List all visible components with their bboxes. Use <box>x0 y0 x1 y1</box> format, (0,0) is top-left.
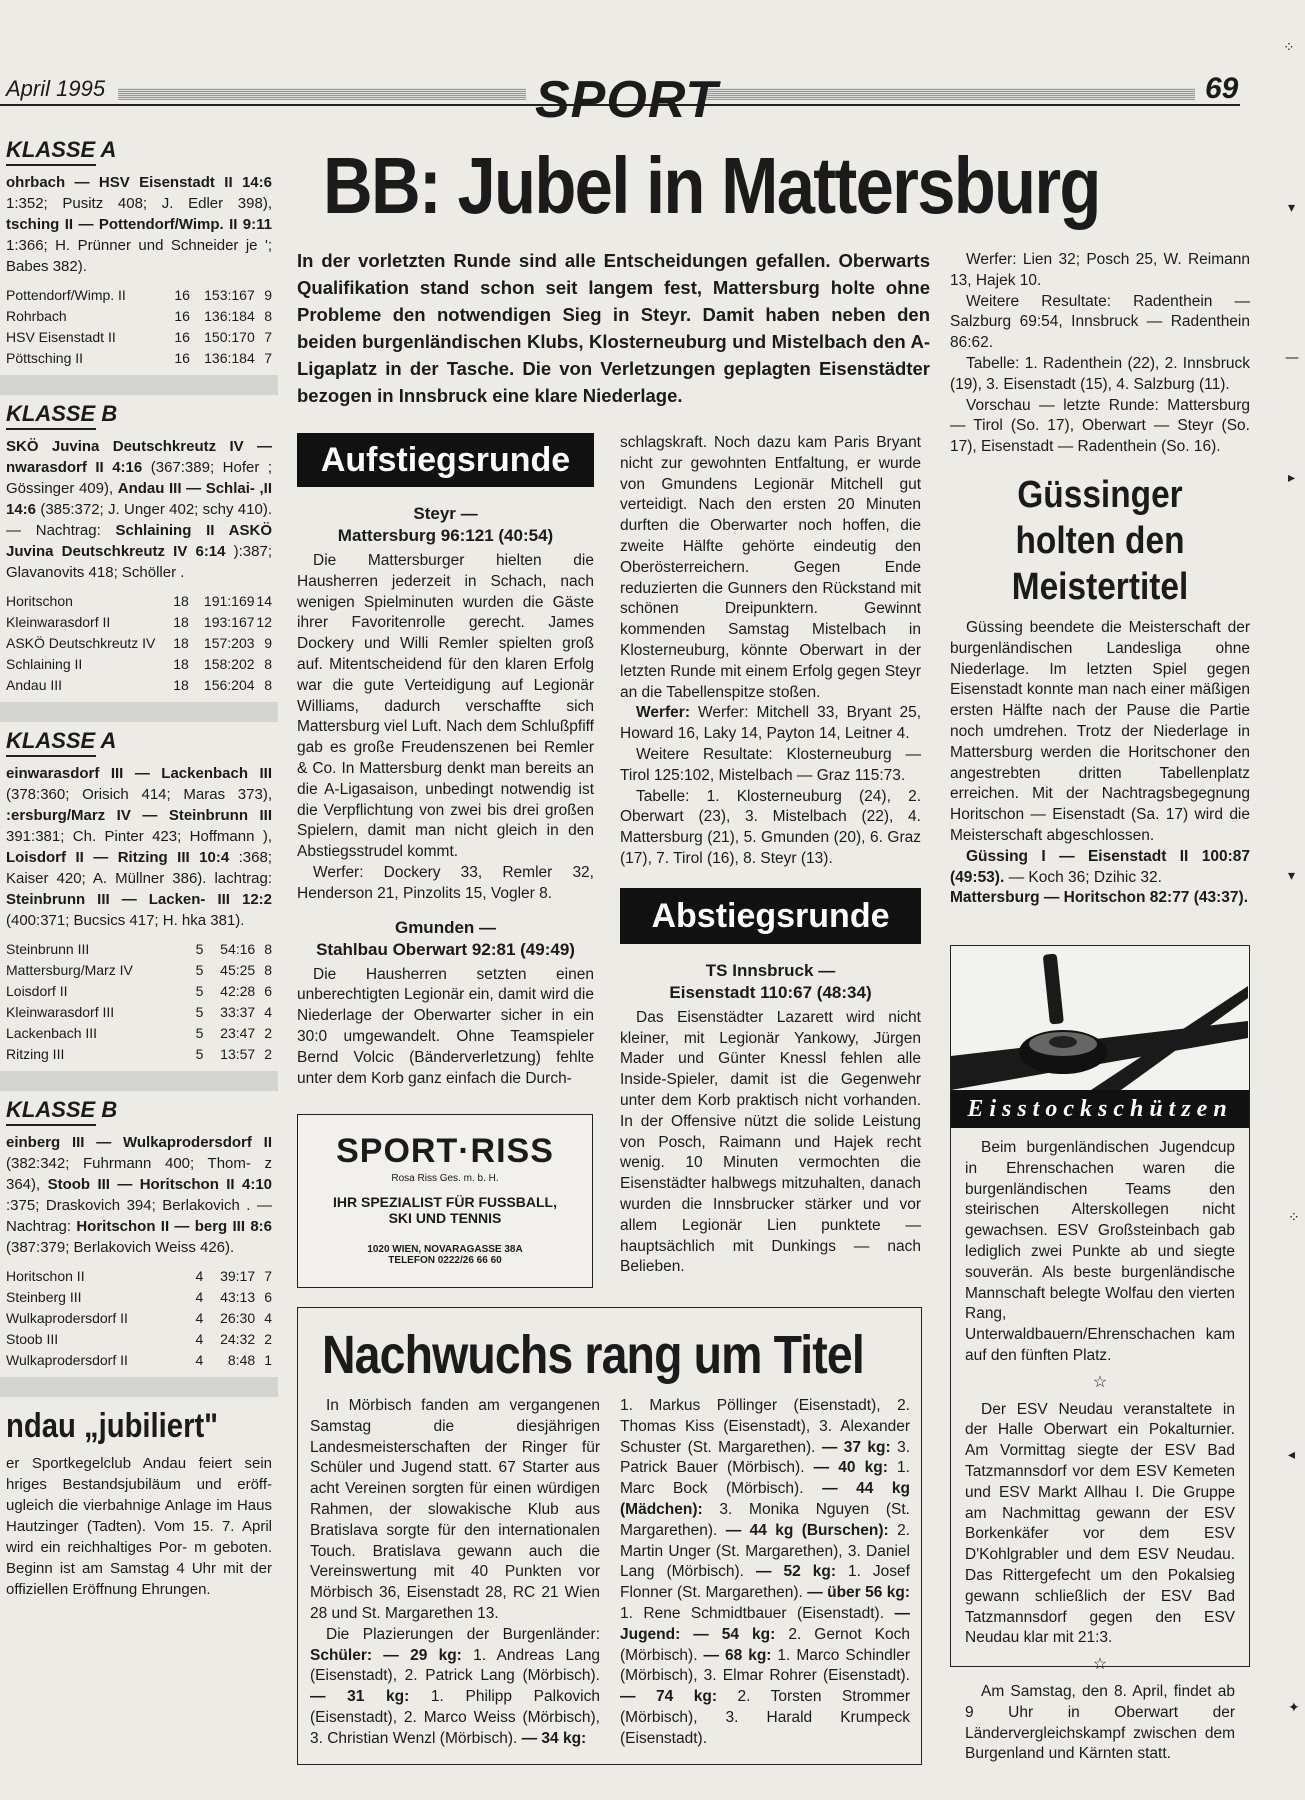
standings-cell: 18 <box>173 593 189 609</box>
section-klasse-a-2: KLASSE A <box>6 728 117 753</box>
standings-row <box>6 1287 272 1308</box>
standings-row <box>6 306 272 327</box>
left-column <box>6 135 272 1600</box>
scan-mark: ▸ <box>1288 470 1296 486</box>
star-icon: ☆ <box>1092 1656 1108 1674</box>
game-title: Eisenstadt 110:67 (48:34) <box>669 982 872 1002</box>
standings-row <box>6 1023 272 1044</box>
game-report: Die Hausherren setzten einen unberechtigten Legionär ein, damit wird die Niederlage der Oberwarter sicher in ein 30:0 umgewandelt. Ohne Teamspieler Bernd Volcic (Bänderverletzung) fehlte unter dem Korb ganz einfach die Durch- <box>297 965 594 1087</box>
standings-row <box>6 1266 272 1287</box>
main-headline: BB: Jubel in Mattersburg <box>323 141 1100 230</box>
standings-cell: Loisdorf II <box>6 983 68 999</box>
standings-cell: 16 <box>174 329 190 345</box>
standings-row <box>6 591 272 612</box>
standings-row <box>6 960 272 981</box>
results-text: einwarasdorf III — Lackenbach III (378:360; Orisich 414; Maras 373), :ersburg/Marz IV — Steinbrunn III 391:381; Ch. Pinter 423; Hoffmann ), Loisdorf II — Ritzing III 10:4 :368; Kaiser 420; A. Müllner 386). lachtrag: Steinbrunn III — Lacken- III 12:2 (400:371; Bucsics 417; H. hka 381). <box>6 765 272 929</box>
standings-cell: 39:17 <box>220 1268 256 1284</box>
standings-cell: Andau III <box>6 677 63 693</box>
standings-cell: Steinbrunn III <box>6 941 90 957</box>
scan-mark: ✦ <box>1288 1700 1300 1716</box>
standings-cell: 13:57 <box>220 1046 256 1062</box>
standings-cell: 16 <box>174 350 190 366</box>
eisstock-banner: Eisstockschützen <box>951 1090 1249 1128</box>
nachwuchs-headline: Nachwuchs rang um Titel <box>322 1325 864 1385</box>
game-title: Gmunden — <box>394 917 497 937</box>
tabelle-line: Tabelle: 1. Radenthein (22), 2. Innsbruck (19), 3. Eisenstadt (15), 4. Salzburg (11). <box>950 354 1250 393</box>
game-title: TS Innsbruck — <box>705 960 836 980</box>
standings-cell: 157:203 <box>203 635 255 651</box>
standings-table <box>6 591 272 696</box>
standings-cell: 4 <box>195 1289 204 1305</box>
eisstock-text: Am Samstag, den 8. April, findet ab 9 Uhr in Oberwart der Ländervergleichskampf zwischen dem Burgenland und Kärnten statt. <box>965 1682 1235 1763</box>
standings-cell: Wulkaprodersdorf II <box>6 1352 128 1368</box>
article-column-1 <box>297 433 594 1089</box>
standings-row <box>6 1044 272 1065</box>
standings-cell: 33:37 <box>220 1004 256 1020</box>
standings-cell: 4 <box>195 1310 204 1326</box>
guessing-text: Güssing beendete die Meisterschaft der burgenländischen Landesliga ohne Niederlage. Im letzten Spiel gegen Eisenstadt konnte man nach einer mäßigen ersten Hälfte nach der Pause die Partie noch umdrehen. Trotz der Niederlage in Mattersburg werden die Horitschoner den angestrebten dritten Tabellenplatz erreichen. Mit der Nachtragsbegegnung Horitschon — Eisenstadt (Sa. 17) wird die Meisterschaft abgeschlossen. <box>950 618 1250 844</box>
standings-cell: 136:184 <box>204 308 255 324</box>
lead-paragraph: In der vorletzten Runde sind alle Entscheidungen gefallen. Oberwarts Qualifikation stand schon seit langem fest, Mattersburg holte ohne Probleme den notwendigen Sieg in Steyr. Damit haben neben den beiden burgenländischen Klubs, Klosterneuburg und Mistelbach den A-Ligaplatz in der Tasche. Die von Verletzungen geplagten Eisenstädter bezogen in Innsbruck eine klare Niederlage. <box>297 250 930 406</box>
results-text: einberg III — Wulkaprodersdorf II (382:342; Fuhrmann 400; Thom- z 364), Stoob III — Horitschon II 4:10 :375; Draskovich 394; Berlakovich . — Nachtrag: Horitschon II — berg III 8:6 (387:379; Berlakovich Weiss 426). <box>6 1134 272 1256</box>
aufstiegsrunde-banner: Aufstiegsrunde <box>297 433 594 487</box>
standings-cell: Kleinwarasdorf II <box>6 614 111 630</box>
standings-cell: 8 <box>264 941 272 957</box>
standings-cell: 4 <box>195 1268 204 1284</box>
standings-row <box>6 327 272 348</box>
standings-cell: Kleinwarasdorf III <box>6 1004 115 1020</box>
standings-row <box>6 285 272 306</box>
standings-cell: Stoob III <box>6 1331 59 1347</box>
abstiegsrunde-banner: Abstiegsrunde <box>620 888 921 944</box>
standings-cell: 2 <box>264 1046 272 1062</box>
standings-cell: 7 <box>264 1268 272 1284</box>
werfer-line: Werfer: Werfer: Mitchell 33, Bryant 25, Howard 16, Laky 14, Payton 14, Leitner 4. <box>620 704 921 743</box>
scan-mark: ⁘ <box>1288 1210 1300 1226</box>
scan-mark: ◂ <box>1288 1447 1296 1463</box>
sport-riss-ad <box>297 1114 593 1288</box>
standings-cell: 7 <box>264 350 272 366</box>
werfer-line: Werfer: Dockery 33, Remler 32, Henderson 21, Pinzolits 15, Vogler 8. <box>297 863 594 902</box>
header-rule-right <box>705 88 1195 100</box>
ad-slogan: SKI UND TENNIS <box>388 1210 502 1226</box>
standings-cell: 2 <box>264 1025 272 1041</box>
ad-slogan: IHR SPEZIALIST FÜR FUSSBALL, <box>333 1194 557 1210</box>
nachwuchs-text: Die Plazierungen der Burgenländer: Schüler: — 29 kg: 1. Andreas Lang (Eisenstadt), 2. Patrick Lang (Mörbisch). — 31 kg: 1. Philipp Palkovich (Eisenstadt), 2. Marco Weiss (Mörbisch), 3. Christian Wenzl (Mörbisch). — 34 kg: <box>310 1625 600 1747</box>
ad-company: Rosa Riss Ges. m. b. H. <box>391 1173 499 1184</box>
standings-cell: 150:170 <box>204 329 255 345</box>
standings-cell: 5 <box>195 983 204 999</box>
section-title: SPORT <box>535 71 719 129</box>
scan-mark: ▾ <box>1288 200 1296 216</box>
standings-cell: 24:32 <box>220 1331 256 1347</box>
standings-cell: 5 <box>195 1025 204 1041</box>
standings-cell: 2 <box>264 1331 272 1347</box>
header-rule-left <box>118 88 526 100</box>
standings-cell: 5 <box>195 1004 204 1020</box>
issue-date: April 1995 <box>6 76 106 101</box>
divider <box>6 164 96 166</box>
results-text: ohrbach — HSV Eisenstadt II 14:6 1:352; Pusitz 408; J. Edler 398), tsching II — Pottendorf/Wimp. II 9:11 1:366; H. Prünner und Schneider je '; Babes 382). <box>6 174 272 275</box>
section-separator <box>0 702 278 722</box>
standings-cell: 7 <box>264 329 272 345</box>
werfer-line: Werfer: Lien 32; Posch 25, W. Reimann 13, Hajek 10. <box>950 251 1250 289</box>
weitere-resultate: Weitere Resultate: Radenthein — Salzburg 69:54, Innsbruck — Radenthein 86:62. <box>950 292 1250 352</box>
nachwuchs-box <box>297 1307 922 1765</box>
guessing-headline: Güssinger holten den Meistertitel <box>1011 473 1189 608</box>
game-title: Mattersburg 96:121 (40:54) <box>337 526 554 545</box>
section-separator <box>0 375 278 395</box>
standings-cell: 12 <box>256 614 272 630</box>
game-title: Stahlbau Oberwart 92:81 (49:49) <box>316 939 575 959</box>
game-report: Die Mattersburger hielten die Hausherren jederzeit in Schach, nach wenigen Spielminuten wurden die Gäste ihrer Favoritenrolle gerecht. James Dockery und Willi Remler spielten groß auf. Mitentscheidend für den klaren Erfolg war die gute Verteidigung auf Legionär Williams, dadurch verschaffte sich Mattersburg viel Luft. Nach dem Schlußpfiff gab es große Freudenszenen bei Remler & Co. In Mattersburg denkt man bereits an die A-Ligasaison, unbedingt notwendig ist die Verpflichtung von zwei bis drei großen Spielern, damit man nicht gleich in den Abstiegsstrudel kommt. <box>297 552 594 861</box>
standings-cell: HSV Eisenstadt II <box>6 329 116 345</box>
standings-table <box>6 285 272 369</box>
standings-cell: 42:28 <box>220 983 256 999</box>
standings-cell: 18 <box>173 677 189 693</box>
standings-row <box>6 1329 272 1350</box>
standings-cell: 1 <box>264 1352 272 1368</box>
standings-cell: 54:16 <box>220 941 256 957</box>
article-column-2 <box>620 433 921 1278</box>
standings-cell: 5 <box>195 962 204 978</box>
ad-brand: SPORT·RISS <box>336 1132 554 1170</box>
standings-cell: Pottendorf/Wimp. II <box>6 287 126 303</box>
standings-cell: Horitschon II <box>6 1268 85 1284</box>
standings-cell: 4 <box>195 1352 204 1368</box>
standings-table <box>6 939 272 1065</box>
standings-cell: 9 <box>264 287 272 303</box>
standings-row <box>6 675 272 696</box>
standings-cell: 8 <box>264 308 272 324</box>
divider <box>6 755 96 757</box>
standings-row <box>6 612 272 633</box>
standings-cell: 18 <box>173 635 189 651</box>
section-klasse-b-1: KLASSE B <box>6 401 118 426</box>
standings-cell: 6 <box>264 1289 272 1305</box>
standings-cell: 26:30 <box>220 1310 256 1326</box>
standings-table <box>6 1266 272 1371</box>
standings-row <box>6 348 272 369</box>
standings-cell: 8 <box>264 656 272 672</box>
standings-cell: 16 <box>174 308 190 324</box>
standings-row <box>6 1308 272 1329</box>
weitere-resultate: Weitere Resultate: Klosterneuburg — Tirol 125:102, Mistelbach — Graz 115:73. <box>620 745 921 784</box>
standings-cell: Lackenbach III <box>6 1025 98 1041</box>
section-klasse-b-2: KLASSE B <box>6 1097 118 1122</box>
scan-mark: ⁘ <box>1283 40 1295 56</box>
standings-cell: 153:167 <box>204 287 255 303</box>
standings-cell: Rohrbach <box>6 308 67 324</box>
standings-row <box>6 981 272 1002</box>
standings-cell: Steinberg III <box>6 1289 82 1305</box>
standings-cell: 45:25 <box>220 962 256 978</box>
standings-cell: 23:47 <box>220 1025 256 1041</box>
standings-cell: 191:169 <box>203 593 255 609</box>
standings-cell: 16 <box>174 287 190 303</box>
game-report: Das Eisenstädter Lazarett wird nicht kleiner, mit Legionär Yankowy, Jürgen Mader und Günter Knessl fehlen alle Inside-Spieler, damit ist die Gegenwehr unter dem Korb praktisch nicht vorhanden. In der Offensive nützt die solide Leistung von Posch, Raimann und Hajek recht wenig. 10 Minuten vermochten die Eisenstädter halbwegs mitzuhalten, danach wurden die Innsbrucker stärker und vor allem Legionär Lien punktete — hauptsächlich mit Dunkings — nach Belieben. <box>620 1008 921 1276</box>
ad-address: 1020 WIEN, NOVARAGASSE 38A <box>367 1244 523 1255</box>
standings-cell: 156:204 <box>203 677 255 693</box>
section-separator <box>0 1377 278 1397</box>
article-column-3 <box>950 250 1250 909</box>
curling-stock-icon <box>951 946 1248 1090</box>
standings-cell: 4 <box>264 1310 272 1326</box>
standings-cell: Ritzing III <box>6 1046 65 1062</box>
standings-cell: 9 <box>264 635 272 651</box>
scan-mark: ▾ <box>1288 868 1296 884</box>
standings-cell: 193:167 <box>203 614 255 630</box>
standings-cell: 136:184 <box>204 350 255 366</box>
nachwuchs-col-1 <box>310 1396 600 1750</box>
standings-cell: ASKÖ Deutschkreutz IV <box>6 635 156 651</box>
standings-cell: 18 <box>173 614 189 630</box>
divider <box>6 1124 96 1126</box>
standings-cell: 18 <box>173 656 189 672</box>
standings-cell: 158:202 <box>203 656 255 672</box>
section-separator <box>0 1071 278 1091</box>
game-title: Steyr — <box>413 504 478 523</box>
guessing-result: Mattersburg — Horitschon 82:77 (43:37). <box>950 889 1249 907</box>
scan-mark: — <box>1285 350 1299 366</box>
standings-row <box>6 654 272 675</box>
standings-cell: 14 <box>256 593 272 609</box>
nachwuchs-col-2 <box>620 1396 910 1750</box>
standings-cell: 8 <box>264 677 272 693</box>
eisstock-text: Der ESV Neudau veranstaltete in der Halle Oberwart ein Pokalturnier. Am Vormittag siegte der ESV Bad Tatzmannsdorf vor dem ESV Kemeten und ESV Markt Allhau I. Die Gruppe am Nachmittag gewann der ESV Borkenkäfer vor dem ESV D'Kohlgrabler und dem ESV Neudau. Das Rittergefecht um den Pokalsieg gewann schließlich der ESV Bad Tatzmannsdorf gegen den ESV Neudau klar mit 21:3. <box>965 1400 1235 1647</box>
andau-headline: ndau „jubiliert" <box>6 1407 219 1445</box>
standings-cell: 5 <box>195 1046 204 1062</box>
page-number: 69 <box>1205 72 1239 105</box>
section-klasse-a-1: KLASSE A <box>6 137 117 162</box>
nachwuchs-text: 1. Markus Pöllinger (Eisenstadt), 2. Thomas Kiss (Eisenstadt), 3. Alexander Schuster (St. Margarethen). — 37 kg: 3. Patrick Bauer (Mörbisch). — 40 kg: 1. Marc Bock (Mörbisch). — 44 kg (Mädchen): 3. Monika Nguyen (St. Margarethen). — 44 kg (Burschen): 2. Martin Unger (St. Margarethen), 3. Daniel Lang (Mörbisch). — 52 kg: 1. Josef Flonner (St. Margarethen). — über 56 kg: 1. Rene Schmidtbauer (Eisenstadt). — Jugend: — 54 kg: 2. Gernot Koch (Mörbisch). — 68 kg: 1. Marco Schindler (Mörbisch), 3. Elmar Rohrer (Eisenstadt). — 74 kg: 2. Torsten Strommer (Mörbisch), 3. Harald Krumpeck (Eisenstadt). <box>620 1397 911 1747</box>
standings-cell: 5 <box>195 941 204 957</box>
divider <box>6 428 96 430</box>
standings-cell: 8:48 <box>227 1352 256 1368</box>
ad-phone: TELEFON 0222/26 66 60 <box>388 1255 502 1266</box>
standings-cell: 43:13 <box>220 1289 256 1305</box>
tabelle-line: Tabelle: 1. Klosterneuburg (24), 2. Oberwart (23), 3. Mistelbach (22), 4. Mattersburg (21), 5. Gmunden (20), 6. Graz (17), 7. Tirol (16), 8. Steyr (13). <box>620 787 921 867</box>
vorschau-line: Vorschau — letzte Runde: Mattersburg — Tirol (So. 17), Oberwart — Steyr (So. 17), Eisenstadt — Radenthein (So. 16). <box>950 396 1250 456</box>
game-report: schlagskraft. Noch dazu kam Paris Bryant nicht zur gewohnten Entfaltung, er wurde von Gmundens Legionär Mitchell gut verteidigt. Nach den ersten 20 Minuten durften die Oberwarter noch hoffen, die zweite Hälfte gehörte eindeutig den Oberösterreichern. Gegen Ende reduzierten die Gunners den Rückstand mit schönen Dreipunktern. Gewinnt kommenden Samstag Mistelbach in Klosterneuburg, könnte Oberwart in der letzten Runde mit einem Erfolg gegen Steyr an die Tabellenspitze stoßen. <box>620 434 921 701</box>
andau-text: er Sportkegelclub Andau feiert sein hriges Bestandsjubiläum und eröff- ugleich die vierbahnige Anlage im Haus Hautzinger (Tadten). Vom 15. 7. April wird ein reichhaltiges Por- m geboten. Beginn ist am Samstag 4 Uhr mit der offiziellen Eröffnung Ehrungen. <box>6 1455 272 1598</box>
nachwuchs-text: In Mörbisch fanden am vergangenen Samstag die diesjährigen Landesmeisterschaften der Ringer für Schüler und Jugend statt. 67 Starter aus acht Vereinen sorgten für einen würdigen Rahmen, der slowakische Klub aus Bratislava sorgte für den internationalen Touch. Bratislava gewann auch die Vereinswertung mit 40 Punkten vor Mörbisch 36, Eisenstadt 28, RC 21 Wien 28 und St. Margarethen 13. <box>310 1397 600 1622</box>
standings-row <box>6 633 272 654</box>
standings-row <box>6 1002 272 1023</box>
standings-cell: Schlaining II <box>6 656 83 672</box>
star-icon: ☆ <box>1092 1373 1108 1391</box>
results-text: SKÖ Juvina Deutschkreutz IV — nwarasdorf II 4:16 (367:389; Hofer ; Gössinger 409), Andau III — Schlai- ,II 14:6 (385:372; J. Unger 402; schy 410). — Nachtrag: Schlaining II ASKÖ Juvina Deutschkreutz IV 6:14 ):387; Glavanovits 418; Schöller . <box>6 438 272 581</box>
eisstock-illustration <box>951 946 1249 1090</box>
standings-cell: 4 <box>195 1331 204 1347</box>
guessing-result: Güssing I — Eisenstadt II 100:87 (49:53). — Koch 36; Dzihic 32. <box>950 847 1250 886</box>
standings-cell: 4 <box>264 1004 272 1020</box>
eisstock-box <box>950 945 1250 1763</box>
standings-row <box>6 1350 272 1371</box>
standings-cell: Pöttsching II <box>6 350 84 366</box>
eisstock-text: Beim burgenländischen Jugendcup in Ehrenschachen waren die burgenländischen Teams den steirischen Alterskollegen nicht gewachsen. ESV Großsteinbach gab lediglich zwei Punkte ab und siegte souverän. Als beste burgenländische Mannschaft belegte Wolfau den vierten Rang, Unterwaldbauern/Ehrenschachen kam auf den fünften Platz. <box>965 1139 1235 1364</box>
standings-cell: 8 <box>264 962 272 978</box>
standings-cell: Wulkaprodersdorf II <box>6 1310 128 1326</box>
standings-cell: 6 <box>264 983 272 999</box>
standings-cell: Mattersburg/Marz IV <box>6 962 133 978</box>
standings-cell: Horitschon <box>6 593 73 609</box>
standings-row <box>6 939 272 960</box>
